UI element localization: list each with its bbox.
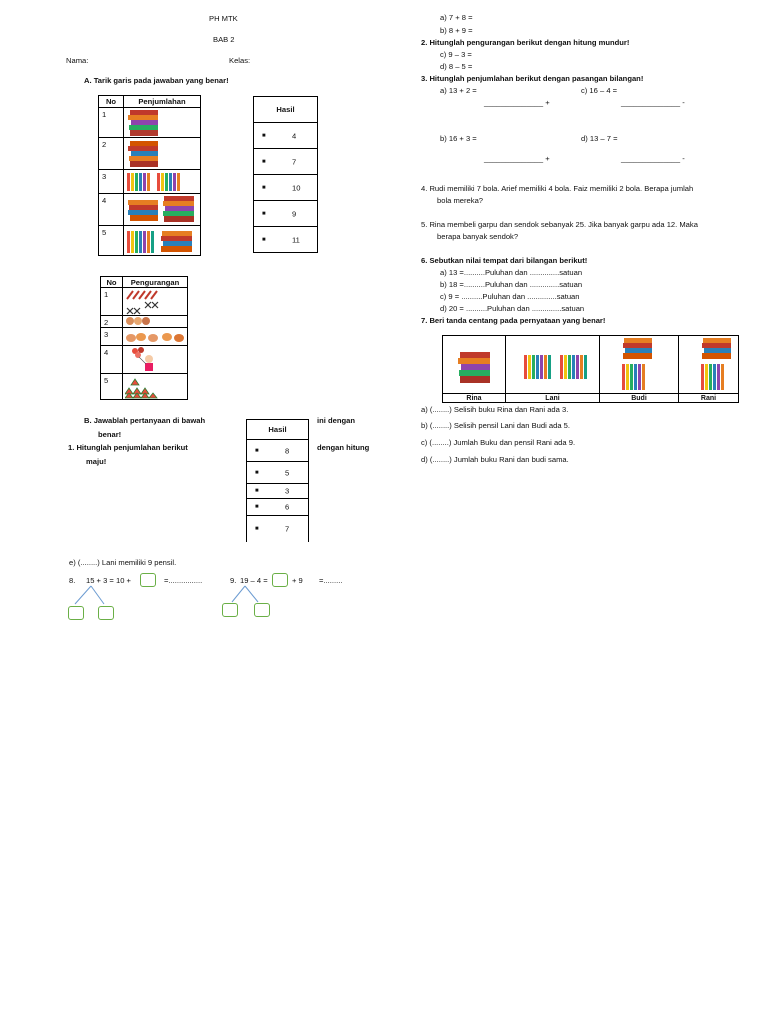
question-9-answer-line: =.........	[319, 576, 343, 585]
q6-item-c: c) 9 = ..........Puluhan dan ..............satuan	[440, 292, 580, 301]
crossed-pencils-icon	[125, 289, 165, 315]
chapter-label: BAB 2	[213, 35, 235, 44]
q2-item-d: d) 8 – 5 =	[440, 62, 473, 71]
girl-balloons-icon	[125, 347, 165, 373]
question-3-title: 3. Hitunglah penjumlahan berikut dengan pasangan bilangan!	[421, 74, 644, 83]
result-cell: ■ 8	[247, 440, 309, 462]
subtraction-table	[100, 276, 188, 400]
q3-item-a: a) 13 + 2 =	[440, 86, 477, 95]
row-number: 2	[99, 138, 124, 170]
question-9-plus: + 9	[292, 576, 303, 585]
lani-image	[506, 336, 600, 394]
question-1-title-cont: dengan hitung	[317, 443, 370, 452]
question-5-line2: berapa banyak sendok?	[437, 232, 519, 241]
result-cell: ■ 7	[254, 149, 318, 175]
question-1-title: 1. Hitunglah penjumlahan berikut	[68, 443, 188, 452]
result-cell: ■ 11	[254, 227, 318, 253]
addition-result-table	[253, 96, 318, 253]
person-label-lani: Lani	[506, 394, 600, 403]
q6-item-a: a) 13 =..........Puluhan dan ..............satuan	[440, 268, 583, 277]
subtraction-image-1	[123, 288, 188, 316]
addition-table	[98, 95, 201, 256]
decomposition-box-left[interactable]	[222, 603, 238, 617]
result-cell: ■ 4	[254, 123, 318, 149]
decomposition-box-left[interactable]	[68, 606, 84, 620]
section-a-title: A. Tarik garis pada jawaban yang benar!	[84, 76, 229, 85]
pencils-books-icon	[126, 227, 198, 255]
row-number: 1	[99, 108, 124, 138]
books-pencils-icon	[699, 336, 739, 394]
question-6-title: 6. Sebutkan nilai tempat dari bilangan berikut!	[421, 256, 588, 265]
result-header: Hasil	[247, 420, 309, 440]
question-4-line1: 4. Rudi memiliki 7 bola. Arief memiliki 4 bola. Faiz memiliki 2 bola. Berapa jumlah	[421, 184, 694, 193]
section-b-result-table	[246, 419, 309, 542]
result-cell: ■ 3	[247, 484, 309, 499]
q1-item-b: b) 8 + 9 =	[440, 26, 473, 35]
question-5-line1: 5. Rina membeli garpu dan sendok sebanyak 25. Jika banyak garpu ada 12. Maka	[421, 220, 698, 229]
addition-image-5	[124, 226, 201, 256]
q3-item-b: b) 16 + 3 =	[440, 134, 477, 143]
row-number: 5	[99, 226, 124, 256]
q3-blank-b[interactable]: ______________ +	[484, 154, 550, 163]
q3-blank-a[interactable]: ______________ +	[484, 98, 550, 107]
subtraction-image-4	[123, 346, 188, 374]
result-cell: ■ 5	[247, 462, 309, 484]
books-icon	[126, 194, 198, 226]
question-9-expression: 19 – 4 =	[240, 576, 268, 585]
col-no: No	[101, 277, 123, 288]
eggs-icon	[125, 329, 187, 345]
row-number: 2	[101, 316, 123, 328]
comparison-table	[442, 335, 739, 403]
decomposition-box-right[interactable]	[254, 603, 270, 617]
name-label: Nama:	[66, 56, 89, 65]
row-number: 4	[101, 346, 123, 374]
page-title: PH MTK	[209, 14, 238, 23]
col-no: No	[99, 96, 124, 108]
decomposition-lines	[70, 584, 120, 606]
addition-image-1	[124, 108, 201, 138]
question-8-answer-line: =................	[164, 576, 203, 585]
statement-d: d) (........) Jumlah buku Rani dan budi sama.	[421, 455, 569, 464]
row-number: 5	[101, 374, 123, 400]
row-number: 4	[99, 194, 124, 226]
question-2-title: 2. Hitunglah pengurangan berikut dengan hitung mundur!	[421, 38, 630, 47]
q6-item-b: b) 18 =..........Puluhan dan ..............satuan	[440, 280, 583, 289]
subtraction-image-2	[123, 316, 188, 328]
col-pengurangan: Pengurangan	[123, 277, 188, 288]
result-cell: ■ 6	[247, 499, 309, 516]
result-cell: ■ 10	[254, 175, 318, 201]
budi-image	[600, 336, 679, 394]
result-header: Hasil	[254, 97, 318, 123]
section-b-title: B. Jawablah pertanyaan di bawah	[84, 416, 206, 425]
decomposition-box-right[interactable]	[98, 606, 114, 620]
pencils-icon	[126, 171, 186, 193]
section-b-title-line2: benar!	[98, 430, 122, 439]
eggs-icon	[125, 316, 155, 327]
row-number: 1	[101, 288, 123, 316]
subtraction-image-3	[123, 328, 188, 346]
question-7-title: 7. Beri tanda centang pada pernyataan yang benar!	[421, 316, 606, 325]
result-cell: ■ 9	[254, 201, 318, 227]
row-number: 3	[101, 328, 123, 346]
books-icon	[126, 108, 162, 138]
col-penjumlahan: Penjumlahan	[124, 96, 201, 108]
books-pencils-icon	[620, 336, 660, 394]
rina-image	[443, 336, 506, 394]
books-icon	[126, 138, 162, 170]
question-8-number: 8.	[69, 576, 76, 585]
q3-item-c: c) 16 – 4 =	[581, 86, 618, 95]
q6-item-d: d) 20 = ..........Puluhan dan ..............satuan	[440, 304, 585, 313]
pencils-icon	[524, 353, 594, 381]
q2-item-c: c) 9 – 3 =	[440, 50, 472, 59]
question-9-number: 9.	[230, 576, 237, 585]
addition-image-2	[124, 138, 201, 170]
person-label-rina: Rina	[443, 394, 506, 403]
rani-image	[679, 336, 739, 394]
statement-b: b) (........) Selisih pensil Lani dan Budi ada 5.	[421, 421, 571, 430]
person-label-budi: Budi	[600, 394, 679, 403]
q3-blank-c[interactable]: ______________ -	[621, 98, 685, 107]
subtraction-image-5	[123, 374, 188, 400]
statement-e: e) (........) Lani memiliki 9 pensil.	[69, 558, 177, 567]
addition-image-4	[124, 194, 201, 226]
q1-item-a: a) 7 + 8 =	[440, 13, 473, 22]
answer-box[interactable]	[140, 573, 156, 587]
statement-c: c) (........) Jumlah Buku dan pensil Rani ada 9.	[421, 438, 576, 447]
q3-item-d: d) 13 – 7 =	[581, 134, 618, 143]
question-1-title-line2: maju!	[86, 457, 107, 466]
watermelon-icon	[125, 375, 165, 399]
person-label-rani: Rani	[679, 394, 739, 403]
books-icon	[455, 350, 495, 390]
question-8-expression: 15 + 3 = 10 +	[86, 576, 131, 585]
result-cell: ■ 7	[247, 516, 309, 542]
addition-image-3	[124, 170, 201, 194]
class-label: Kelas:	[229, 56, 251, 65]
row-number: 3	[99, 170, 124, 194]
section-b-title-cont: ini dengan	[317, 416, 355, 425]
question-4-line2: bola mereka?	[437, 196, 484, 205]
q3-blank-d[interactable]: ______________ -	[621, 154, 685, 163]
statement-a: a) (........) Selisih buku Rina dan Rani ada 3.	[421, 405, 569, 414]
